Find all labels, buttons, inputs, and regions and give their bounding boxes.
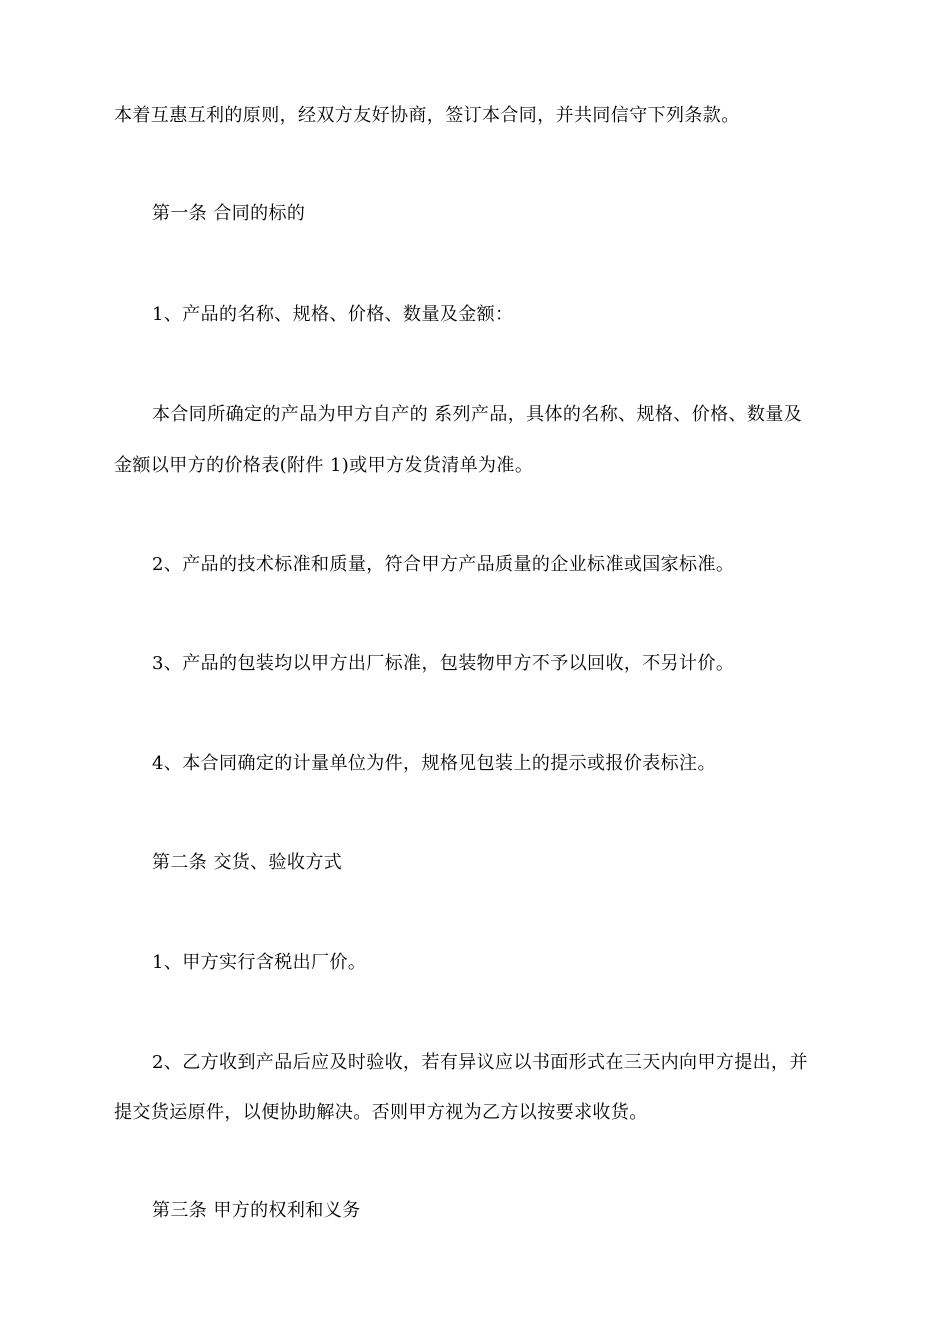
clause-2-2-line-2: 提交货运原件，以便协助解决。否则甲方视为乙方以按要求收货。 bbox=[114, 1102, 648, 1123]
clause-1-2: 2、产品的技术标准和质量，符合甲方产品质量的企业标准或国家标准。 bbox=[152, 554, 735, 575]
clause-1-1-body-line-2: 金额以甲方的价格表(附件 1)或甲方发货清单为准。 bbox=[114, 455, 534, 476]
clause-1-1: 1、产品的名称、规格、价格、数量及金额： bbox=[152, 304, 514, 325]
clause-1-3: 3、产品的包装均以甲方出厂标准，包装物甲方不予以回收，不另计价。 bbox=[152, 653, 735, 674]
intro-paragraph: 本着互惠互利的原则，经双方友好协商，签订本合同，并共同信守下列条款。 bbox=[114, 105, 740, 126]
article-2-heading: 第二条 交货、验收方式 bbox=[152, 852, 343, 873]
clause-1-1-body-line-1: 本合同所确定的产品为甲方自产的 系列产品，具体的名称、规格、价格、数量及 bbox=[152, 404, 803, 425]
clause-1-4: 4、本合同确定的计量单位为件，规格见包装上的提示或报价表标注。 bbox=[152, 753, 716, 774]
clause-2-1: 1、甲方实行含税出厂价。 bbox=[152, 952, 367, 973]
clause-2-2-line-1: 2、乙方收到产品后应及时验收，若有异议应以书面形式在三天内向甲方提出，并 bbox=[152, 1052, 808, 1073]
article-1-heading: 第一条 合同的标的 bbox=[152, 203, 306, 224]
article-3-heading: 第三条 甲方的权利和义务 bbox=[152, 1200, 361, 1221]
